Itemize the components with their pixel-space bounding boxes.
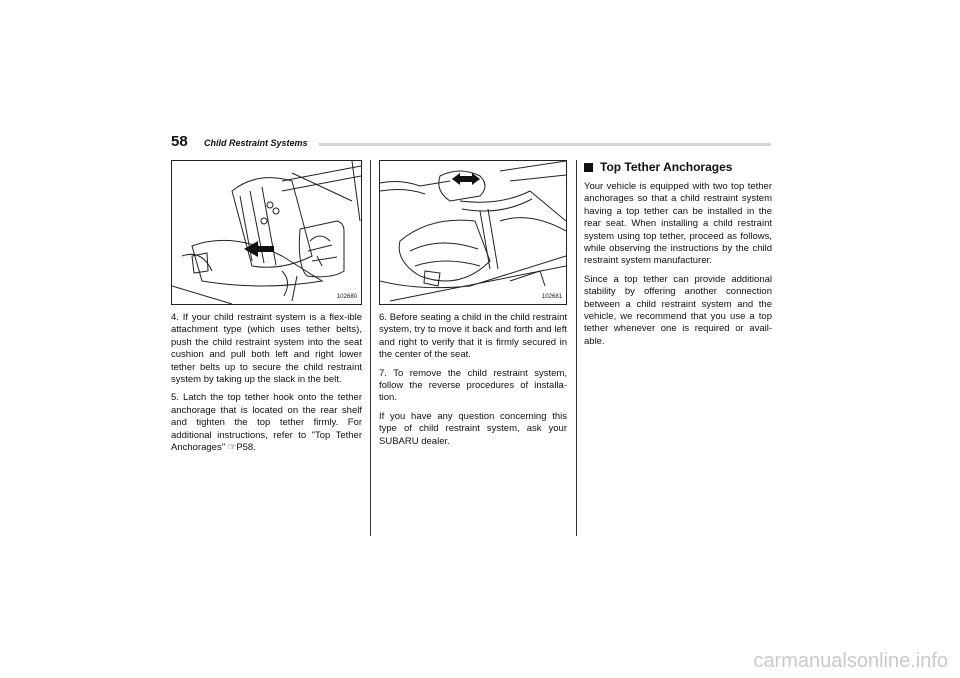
column-2	[379, 160, 567, 454]
paragraph: 5. Latch the top tether hook onto the tether anchorage that is located on the rear shelf and tighten the top tether firmly. For additional instructions, refer to "Top Tether Anchorages" ☞P58.	[171, 392, 362, 454]
paragraph: 7. To remove the child restraint system, follow the reverse procedures of installa-tion.	[379, 367, 567, 404]
header-rule	[319, 143, 771, 146]
figure-id: 102681	[541, 294, 562, 300]
paragraph: 4. If your child restraint system is a flex-ible attachment type (which uses tether belts), push the child restraint system into the seat cushion and pull both left and right lower tether belts up to secure the child restraint system by taking up the slack in the belt.	[171, 312, 362, 386]
paragraph: Your vehicle is equipped with two top tether anchorages so that a child restraint system having a top tether can be installed in the rear seat. When installing a child restraint system using top tether, proceed as follows, while observing the instructions by the child restraint system manufacturer.	[584, 181, 772, 267]
column-1-text	[171, 312, 362, 454]
child-seat-lower-anchor-icon	[172, 161, 361, 304]
column-3	[584, 160, 772, 354]
column-2-text	[379, 312, 567, 448]
column-divider	[370, 160, 371, 536]
paragraph: If you have any question concerning this type of child restraint system, ask your SUBARU dealer.	[379, 410, 567, 447]
child-seat-installation-icon	[380, 161, 566, 304]
page-header	[171, 132, 771, 154]
paragraph: 6. Before seating a child in the child restraint system, try to move it back and forth and left and right to verify that it is firmly secured in the center of the seat.	[379, 312, 567, 361]
column-1	[171, 160, 362, 460]
section-title: Child Restraint Systems	[204, 138, 308, 148]
page-number: 58	[171, 133, 188, 150]
square-bullet-icon	[584, 163, 593, 172]
column-divider	[576, 160, 577, 536]
figure-id: 102680	[336, 294, 357, 300]
section-heading	[584, 160, 772, 174]
column-3-text	[584, 181, 772, 348]
figure-102680	[171, 160, 362, 305]
figure-102681	[379, 160, 567, 305]
paragraph: Since a top tether can provide additional stability by offering another connection between a child restraint system and the vehicle, we recommend that you use a top tether whenever one is required or avail-able.	[584, 273, 772, 347]
heading-text: Top Tether Anchorages	[600, 160, 733, 174]
watermark: carmanualsonline.info	[753, 650, 948, 672]
